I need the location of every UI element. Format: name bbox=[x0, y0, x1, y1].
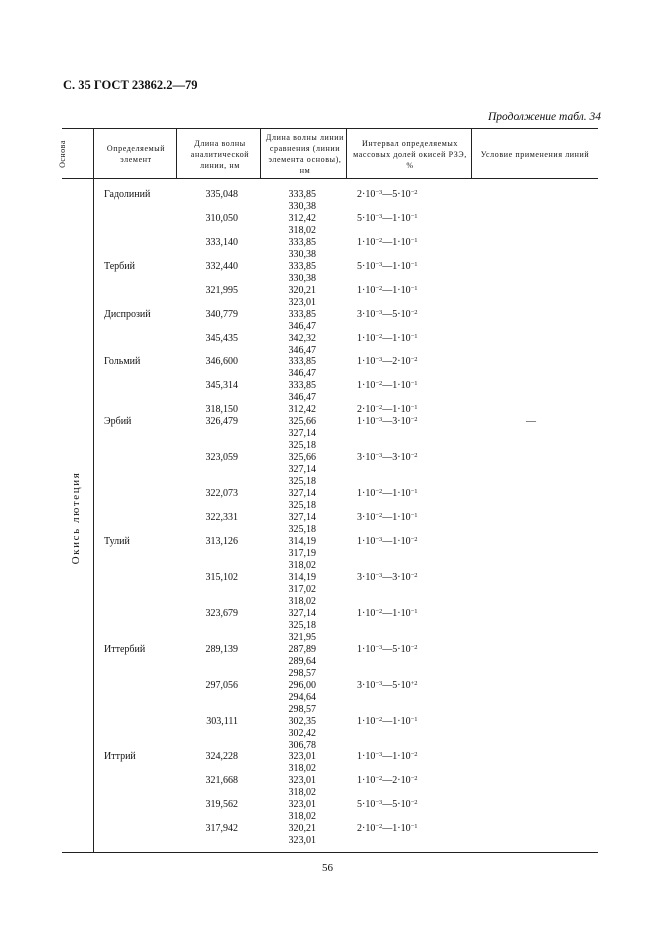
mass-fraction-interval bbox=[357, 404, 418, 415]
exponent: −1 bbox=[410, 608, 418, 615]
analytical-wavelength: 303,111 bbox=[206, 716, 238, 727]
table-top-rule bbox=[62, 128, 598, 129]
mantissa: 5·10 bbox=[357, 213, 376, 224]
comparison-wavelength: 330,38 bbox=[288, 273, 316, 284]
column-header-base: Основа bbox=[58, 140, 67, 168]
comparison-wavelength: 302,35 bbox=[288, 716, 316, 727]
analytical-wavelength: 335,048 bbox=[205, 189, 238, 200]
mantissa: 3·10 bbox=[357, 680, 376, 691]
comparison-wavelength: 289,64 bbox=[288, 656, 316, 667]
comparison-wavelength: 317,19 bbox=[288, 548, 316, 559]
base-material-label: Окись лютеция bbox=[70, 471, 82, 565]
analytical-wavelength: 345,314 bbox=[205, 380, 238, 391]
comparison-wavelength: 325,18 bbox=[288, 500, 316, 511]
exponent: −3 bbox=[375, 416, 383, 423]
mantissa: 1·10 bbox=[357, 488, 376, 499]
analytical-wavelength: 326,479 bbox=[205, 416, 238, 427]
analytical-wavelength: 332,440 bbox=[205, 261, 238, 272]
comparison-wavelength: 323,01 bbox=[288, 751, 316, 762]
element-name: Гольмий bbox=[104, 356, 141, 367]
exponent: −3 bbox=[375, 680, 383, 687]
comparison-wavelength: 327,14 bbox=[288, 512, 316, 523]
analytical-wavelength: 315,102 bbox=[205, 572, 238, 583]
mantissa: —1·10 bbox=[382, 751, 411, 762]
column-divider bbox=[93, 128, 94, 853]
exponent: −3 bbox=[375, 213, 383, 220]
comparison-wavelength: 312,42 bbox=[288, 213, 316, 224]
condition-value: — bbox=[526, 416, 536, 427]
mantissa: 1·10 bbox=[357, 716, 376, 727]
comparison-wavelength: 298,57 bbox=[288, 668, 316, 679]
comparison-wavelength: 287,89 bbox=[288, 644, 316, 655]
analytical-wavelength: 340,779 bbox=[205, 309, 238, 320]
analytical-wavelength: 318,150 bbox=[205, 404, 238, 415]
exponent: −1 bbox=[410, 716, 418, 723]
mass-fraction-interval bbox=[357, 285, 418, 296]
mantissa: —1·10 bbox=[382, 380, 411, 391]
exponent: −3 bbox=[375, 309, 383, 316]
comparison-wavelength: 298,57 bbox=[288, 704, 316, 715]
exponent: −3 bbox=[375, 572, 383, 579]
comparison-wavelength: 333,85 bbox=[288, 189, 316, 200]
comparison-wavelength: 306,78 bbox=[288, 740, 316, 751]
mantissa: 1·10 bbox=[357, 333, 376, 344]
exponent: −1 bbox=[410, 213, 418, 220]
mass-fraction-interval bbox=[357, 488, 418, 499]
mantissa: —1·10 bbox=[382, 404, 411, 415]
analytical-wavelength: 310,050 bbox=[205, 213, 238, 224]
mass-fraction-interval bbox=[357, 823, 418, 834]
comparison-wavelength: 323,01 bbox=[288, 835, 316, 846]
exponent: −1 bbox=[410, 488, 418, 495]
mantissa: —1·10 bbox=[382, 213, 411, 224]
mantissa: —5·10 bbox=[382, 189, 411, 200]
comparison-wavelength: 296,00 bbox=[288, 680, 316, 691]
exponent: −2 bbox=[410, 751, 418, 758]
mantissa: —1·10 bbox=[382, 285, 411, 296]
element-name: Эрбий bbox=[104, 416, 132, 427]
exponent: −3 bbox=[375, 189, 383, 196]
exponent: −3 bbox=[375, 536, 383, 543]
exponent: −2 bbox=[410, 644, 418, 651]
mass-fraction-interval bbox=[357, 189, 418, 200]
comparison-wavelength: 325,66 bbox=[288, 416, 316, 427]
exponent: −3 bbox=[375, 644, 383, 651]
exponent: −2 bbox=[375, 775, 383, 782]
mantissa: 1·10 bbox=[357, 356, 376, 367]
table-continuation-label: Продолжение табл. 34 bbox=[488, 111, 601, 123]
mantissa: 1·10 bbox=[357, 380, 376, 391]
mantissa: —5·10 bbox=[382, 680, 411, 691]
exponent: −1 bbox=[410, 261, 418, 268]
column-header-condition: Условие применения линий bbox=[480, 149, 590, 159]
exponent: −3 bbox=[375, 261, 383, 268]
column-divider bbox=[176, 128, 177, 178]
comparison-wavelength: 314,19 bbox=[288, 536, 316, 547]
analytical-wavelength: 333,140 bbox=[205, 237, 238, 248]
mantissa: —3·10 bbox=[382, 452, 411, 463]
mantissa: 2·10 bbox=[357, 189, 376, 200]
comparison-wavelength: 330,38 bbox=[288, 249, 316, 260]
exponent: −3 bbox=[375, 356, 383, 363]
comparison-wavelength: 320,21 bbox=[288, 823, 316, 834]
column-header-interval: Интервал определяемых массовых долей окисей РЗЭ, % bbox=[353, 138, 467, 170]
exponent: −3 bbox=[375, 452, 383, 459]
analytical-wavelength: 324,228 bbox=[205, 751, 238, 762]
mantissa: 3·10 bbox=[357, 309, 376, 320]
mantissa: —1·10 bbox=[382, 608, 411, 619]
comparison-wavelength: 333,85 bbox=[288, 356, 316, 367]
comparison-wavelength: 346,47 bbox=[288, 392, 316, 403]
mantissa: 1·10 bbox=[357, 644, 376, 655]
mass-fraction-interval bbox=[357, 680, 418, 691]
exponent: −3 bbox=[375, 799, 383, 806]
mantissa: 2·10 bbox=[357, 404, 376, 415]
mantissa: —1·10 bbox=[382, 536, 411, 547]
mantissa: —5·10 bbox=[382, 644, 411, 655]
comparison-wavelength: 327,14 bbox=[288, 464, 316, 475]
mantissa: 1·10 bbox=[357, 285, 376, 296]
page-number: 56 bbox=[322, 862, 333, 874]
comparison-wavelength: 317,02 bbox=[288, 584, 316, 595]
column-divider bbox=[471, 128, 472, 178]
mantissa: 1·10 bbox=[357, 536, 376, 547]
comparison-wavelength: 318,02 bbox=[288, 596, 316, 607]
mass-fraction-interval bbox=[357, 536, 418, 547]
comparison-wavelength: 333,85 bbox=[288, 380, 316, 391]
comparison-wavelength: 294,64 bbox=[288, 692, 316, 703]
exponent: −2 bbox=[410, 356, 418, 363]
exponent: −2 bbox=[375, 285, 383, 292]
comparison-wavelength: 312,42 bbox=[288, 404, 316, 415]
analytical-wavelength: 322,073 bbox=[205, 488, 238, 499]
comparison-wavelength: 342,32 bbox=[288, 333, 316, 344]
comparison-wavelength: 325,18 bbox=[288, 476, 316, 487]
comparison-wavelength: 330,38 bbox=[288, 201, 316, 212]
element-name: Диспрозий bbox=[104, 309, 151, 320]
exponent: −2 bbox=[375, 237, 383, 244]
analytical-wavelength: 319,562 bbox=[205, 799, 238, 810]
mass-fraction-interval bbox=[357, 213, 418, 224]
mass-fraction-interval bbox=[357, 416, 418, 427]
mantissa: 5·10 bbox=[357, 261, 376, 272]
exponent: −2 bbox=[410, 572, 418, 579]
analytical-wavelength: 297,056 bbox=[205, 680, 238, 691]
exponent: −2 bbox=[375, 716, 383, 723]
mass-fraction-interval bbox=[357, 775, 418, 786]
mantissa: —1·10 bbox=[382, 716, 411, 727]
comparison-wavelength: 327,14 bbox=[288, 608, 316, 619]
mantissa: 1·10 bbox=[357, 751, 376, 762]
mantissa: —2·10 bbox=[382, 356, 411, 367]
mantissa: —1·10 bbox=[382, 237, 411, 248]
mantissa: —1·10 bbox=[382, 333, 411, 344]
mass-fraction-interval bbox=[357, 333, 418, 344]
mantissa: —5·10 bbox=[382, 309, 411, 320]
exponent: −2 bbox=[410, 775, 418, 782]
exponent: +2 bbox=[410, 680, 418, 687]
mantissa: 1·10 bbox=[357, 775, 376, 786]
comparison-wavelength: 323,01 bbox=[288, 799, 316, 810]
table-bottom-rule bbox=[62, 852, 598, 853]
comparison-wavelength: 323,01 bbox=[288, 775, 316, 786]
data-table bbox=[62, 128, 598, 853]
document-header: С. 35 ГОСТ 23862.2—79 bbox=[63, 78, 198, 92]
analytical-wavelength: 323,059 bbox=[205, 452, 238, 463]
mantissa: 3·10 bbox=[357, 512, 376, 523]
mantissa: 5·10 bbox=[357, 799, 376, 810]
exponent: −2 bbox=[375, 404, 383, 411]
mass-fraction-interval bbox=[357, 356, 418, 367]
comparison-wavelength: 333,85 bbox=[288, 309, 316, 320]
exponent: −1 bbox=[410, 333, 418, 340]
mass-fraction-interval bbox=[357, 716, 418, 727]
exponent: −2 bbox=[375, 488, 383, 495]
mantissa: 3·10 bbox=[357, 572, 376, 583]
exponent: −2 bbox=[375, 823, 383, 830]
element-name: Тулий bbox=[104, 536, 130, 547]
comparison-wavelength: 325,18 bbox=[288, 620, 316, 631]
column-divider bbox=[260, 128, 261, 178]
column-header-wavelength: Длина волны аналитической линии, нм bbox=[190, 138, 250, 170]
comparison-wavelength: 318,02 bbox=[288, 560, 316, 571]
comparison-wavelength: 333,85 bbox=[288, 261, 316, 272]
exponent: −2 bbox=[410, 799, 418, 806]
exponent: −2 bbox=[375, 380, 383, 387]
analytical-wavelength: 289,139 bbox=[205, 644, 238, 655]
analytical-wavelength: 345,435 bbox=[205, 333, 238, 344]
exponent: −1 bbox=[410, 285, 418, 292]
analytical-wavelength: 321,995 bbox=[205, 285, 238, 296]
comparison-wavelength: 323,01 bbox=[288, 297, 316, 308]
exponent: −2 bbox=[410, 416, 418, 423]
exponent: −3 bbox=[375, 751, 383, 758]
mantissa: 1·10 bbox=[357, 237, 376, 248]
comparison-wavelength: 346,47 bbox=[288, 368, 316, 379]
mantissa: 1·10 bbox=[357, 608, 376, 619]
comparison-wavelength: 346,47 bbox=[288, 345, 316, 356]
element-name: Гадолиний bbox=[104, 189, 151, 200]
mantissa: —3·10 bbox=[382, 416, 411, 427]
comparison-wavelength: 321,95 bbox=[288, 632, 316, 643]
analytical-wavelength: 346,600 bbox=[205, 356, 238, 367]
mass-fraction-interval bbox=[357, 608, 418, 619]
exponent: −2 bbox=[410, 452, 418, 459]
comparison-wavelength: 333,85 bbox=[288, 237, 316, 248]
element-name: Иттрий bbox=[104, 751, 136, 762]
comparison-wavelength: 327,14 bbox=[288, 488, 316, 499]
analytical-wavelength: 313,126 bbox=[205, 536, 238, 547]
comparison-wavelength: 325,18 bbox=[288, 524, 316, 535]
exponent: −2 bbox=[410, 189, 418, 196]
comparison-wavelength: 318,02 bbox=[288, 225, 316, 236]
mass-fraction-interval bbox=[357, 309, 418, 320]
exponent: −1 bbox=[410, 237, 418, 244]
exponent: −2 bbox=[375, 608, 383, 615]
element-name: Тербий bbox=[104, 261, 135, 272]
mantissa: —5·10 bbox=[382, 799, 411, 810]
mantissa: —2·10 bbox=[382, 775, 411, 786]
comparison-wavelength: 302,42 bbox=[288, 728, 316, 739]
mantissa: —1·10 bbox=[382, 488, 411, 499]
mass-fraction-interval bbox=[357, 452, 418, 463]
comparison-wavelength: 314,19 bbox=[288, 572, 316, 583]
comparison-wavelength: 318,02 bbox=[288, 787, 316, 798]
comparison-wavelength: 346,47 bbox=[288, 321, 316, 332]
analytical-wavelength: 322,331 bbox=[205, 512, 238, 523]
mantissa: —1·10 bbox=[382, 512, 411, 523]
mass-fraction-interval bbox=[357, 644, 418, 655]
comparison-wavelength: 318,02 bbox=[288, 811, 316, 822]
mantissa: 3·10 bbox=[357, 452, 376, 463]
mantissa: 1·10 bbox=[357, 416, 376, 427]
exponent: −1 bbox=[410, 404, 418, 411]
analytical-wavelength: 317,942 bbox=[205, 823, 238, 834]
comparison-wavelength: 325,18 bbox=[288, 440, 316, 451]
mantissa: —1·10 bbox=[382, 261, 411, 272]
column-header-comparison: Длина волны линии сравнения (линии элемента основы), нм bbox=[265, 133, 345, 175]
exponent: −2 bbox=[410, 309, 418, 316]
exponent: −2 bbox=[375, 512, 383, 519]
mass-fraction-interval bbox=[357, 380, 418, 391]
element-name: Иттербий bbox=[104, 644, 146, 655]
mantissa: —1·10 bbox=[382, 823, 411, 834]
mass-fraction-interval bbox=[357, 799, 418, 810]
mantissa: —3·10 bbox=[382, 572, 411, 583]
exponent: −1 bbox=[410, 512, 418, 519]
mass-fraction-interval bbox=[357, 751, 418, 762]
mantissa: 2·10 bbox=[357, 823, 376, 834]
mass-fraction-interval bbox=[357, 572, 418, 583]
exponent: −1 bbox=[410, 823, 418, 830]
mass-fraction-interval bbox=[357, 512, 418, 523]
comparison-wavelength: 325,66 bbox=[288, 452, 316, 463]
mass-fraction-interval bbox=[357, 237, 418, 248]
analytical-wavelength: 323,679 bbox=[205, 608, 238, 619]
exponent: −2 bbox=[375, 333, 383, 340]
column-header-element: Определяемый элемент bbox=[106, 144, 166, 164]
comparison-wavelength: 327,14 bbox=[288, 428, 316, 439]
table-header-rule bbox=[62, 178, 598, 179]
comparison-wavelength: 318,02 bbox=[288, 763, 316, 774]
exponent: −2 bbox=[410, 536, 418, 543]
mass-fraction-interval bbox=[357, 261, 418, 272]
analytical-wavelength: 321,668 bbox=[205, 775, 238, 786]
exponent: −1 bbox=[410, 380, 418, 387]
comparison-wavelength: 320,21 bbox=[288, 285, 316, 296]
